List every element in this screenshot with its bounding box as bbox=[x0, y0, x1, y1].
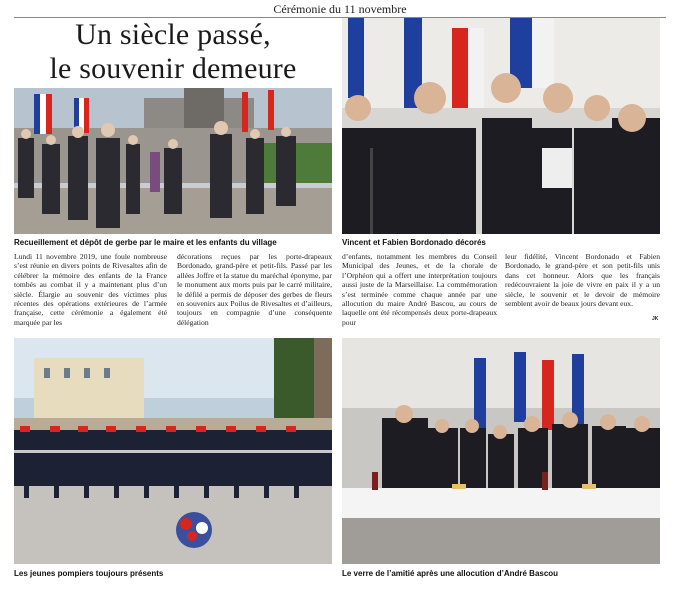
section-rubric: Cérémonie du 11 novembre bbox=[273, 2, 407, 16]
photo-memorial-ceremony bbox=[14, 88, 332, 234]
article-column-1: Lundi 11 novembre 2019, une foule nombreuse s’est réunie en divers points de Rivesaltes afin de célébrer la mémoire des enfants de la France tombés au combat il y a maintenant plus d’un siècle. Élargie au souvenir des victimes plus récentes des opérations extérieures de l’armée française, cette cérémonie a également été marquée par les bbox=[14, 252, 167, 327]
photo-decoration bbox=[342, 18, 660, 234]
photo-caption-3: Les jeunes pompiers toujours présents bbox=[14, 569, 164, 578]
article-column-3: d’enfants, notamment les membres du Conseil Municipal des Jeunes, et de la chorale de l’Orphéon qui a offert une interprétation toujours aussi juste de la Marseillaise. La commémoration s’est terminée comme chaque année par une allocution du maire André Bascou, au cours de laquelle ont été récompensés deux porte-drapeaux pour bbox=[342, 252, 497, 327]
photo-caption-1: Recueillement et dépôt de gerbe par le maire et les enfants du village bbox=[14, 238, 277, 247]
article-column-2: décorations reçues par les porte-drapeaux Bordonado, grand-père et petit-fils. Passé par les allées Joffre et la statue du maréchal éponyme, par le monument aux morts puis par le carré militaire, le défilé a permis de déposer des gerbes de fleurs en souvenirs aux Poilus de Rivesaltes et d’ailleurs, toujours en compagnie d’une conséquente délégation bbox=[177, 252, 332, 327]
author-signature: JK bbox=[652, 316, 659, 322]
photo-reception bbox=[342, 338, 660, 564]
photo-caption-2: Vincent et Fabien Bordonado décorés bbox=[342, 238, 486, 247]
headline bbox=[14, 18, 332, 86]
headline-line-2: le souvenir demeure bbox=[49, 52, 297, 85]
photo-young-firefighters bbox=[14, 338, 332, 564]
article-column-4: leur fidélité, Vincent Bordonado et Fabien Bordonado, le grand-père et son petit-fils unis dans cet honneur. Alors que les français redécouvraient la joie de vivre en paix il y a un siècle, le souvenir et le devoir de mémoire semblent avoir de beaux jours devant eux. bbox=[505, 252, 660, 309]
headline-line-1: Un siècle passé, bbox=[75, 18, 271, 51]
photo-caption-4: Le verre de l’amitié après une allocution d’André Bascou bbox=[342, 569, 559, 578]
